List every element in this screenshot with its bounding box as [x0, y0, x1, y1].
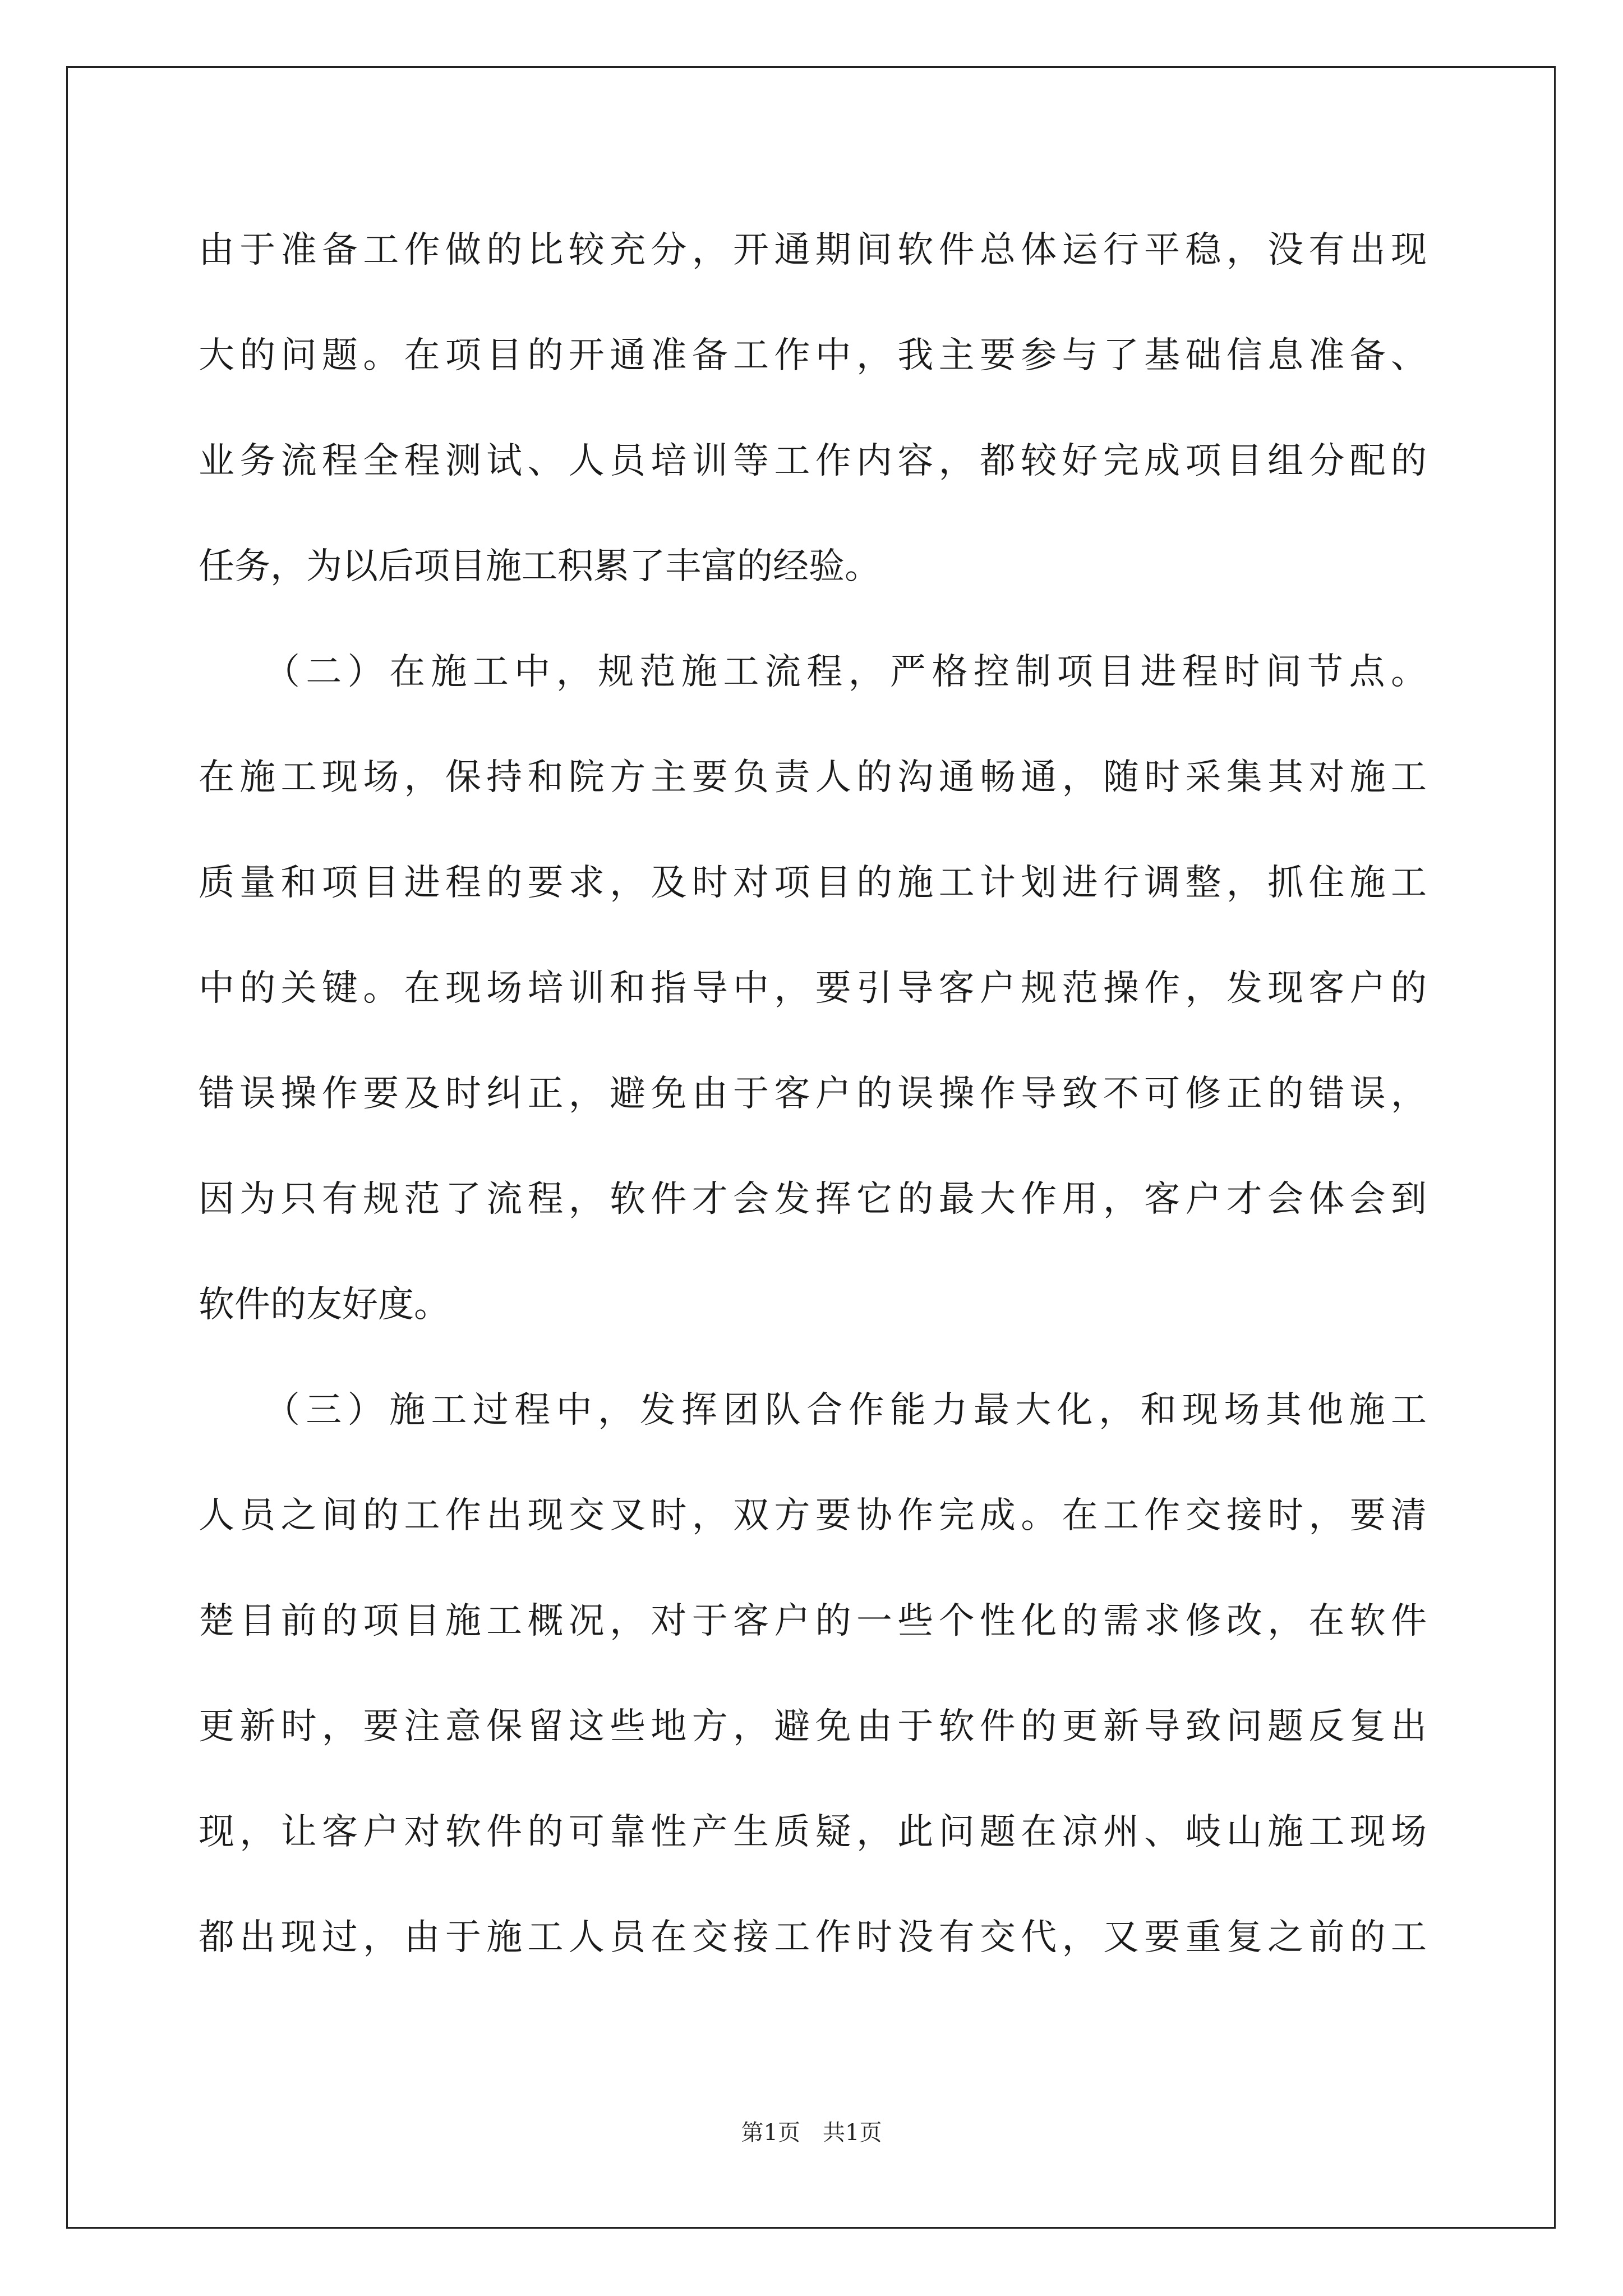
text-line-12: （三）施工过程中，发挥团队合作能力最大化，和现场其他施工: [199, 1389, 1427, 1431]
text-line-7: 质量和项目进程的要求，及时对项目的施工计划进行调整，抓住施工: [199, 862, 1427, 904]
text-line-1: 由于准备工作做的比较充分，开通期间软件总体运行平稳，没有出现: [199, 229, 1427, 271]
text-line-17: 都出现过，由于施工人员在交接工作时没有交代，又要重复之前的工: [199, 1917, 1427, 1958]
document-body: [199, 223, 1427, 2016]
text-line-9: 错误操作要及时纠正，避免由于客户的误操作导致不可修正的错误，: [199, 1073, 1427, 1115]
text-line-13: 人员之间的工作出现交叉时，双方要协作完成。在工作交接时，要清: [199, 1495, 1427, 1536]
text-line-6: 在施工现场，保持和院方主要负责人的沟通畅通，随时采集其对施工: [199, 757, 1427, 798]
text-line-8: 中的关键。在现场培训和指导中，要引导客户规范操作，发现客户的: [199, 968, 1427, 1009]
text-line-2: 大的问题。在项目的开通准备工作中，我主要参与了基础信息准备、: [199, 335, 1427, 376]
text-line-14: 楚目前的项目施工概况，对于客户的一些个性化的需求修改，在软件: [199, 1600, 1427, 1642]
text-line-5: （二）在施工中，规范施工流程，严格控制项目进程时间节点。: [199, 651, 1427, 693]
text-line-10: 因为只有规范了流程，软件才会发挥它的最大作用，客户才会体会到: [199, 1179, 1427, 1220]
page-footer: 第1页 共1页: [741, 2120, 882, 2146]
text-line-16: 现，让客户对软件的可靠性产生质疑，此问题在凉州、岐山施工现场: [199, 1811, 1427, 1853]
text-line-11: 软件的友好度。: [199, 1284, 450, 1326]
text-line-15: 更新时，要注意保留这些地方，避免由于软件的更新导致问题反复出: [199, 1706, 1427, 1747]
text-line-4: 任务，为以后项目施工积累了丰富的经验。: [199, 546, 880, 587]
text-line-3: 业务流程全程测试、人员培训等工作内容，都较好完成项目组分配的: [199, 440, 1427, 482]
